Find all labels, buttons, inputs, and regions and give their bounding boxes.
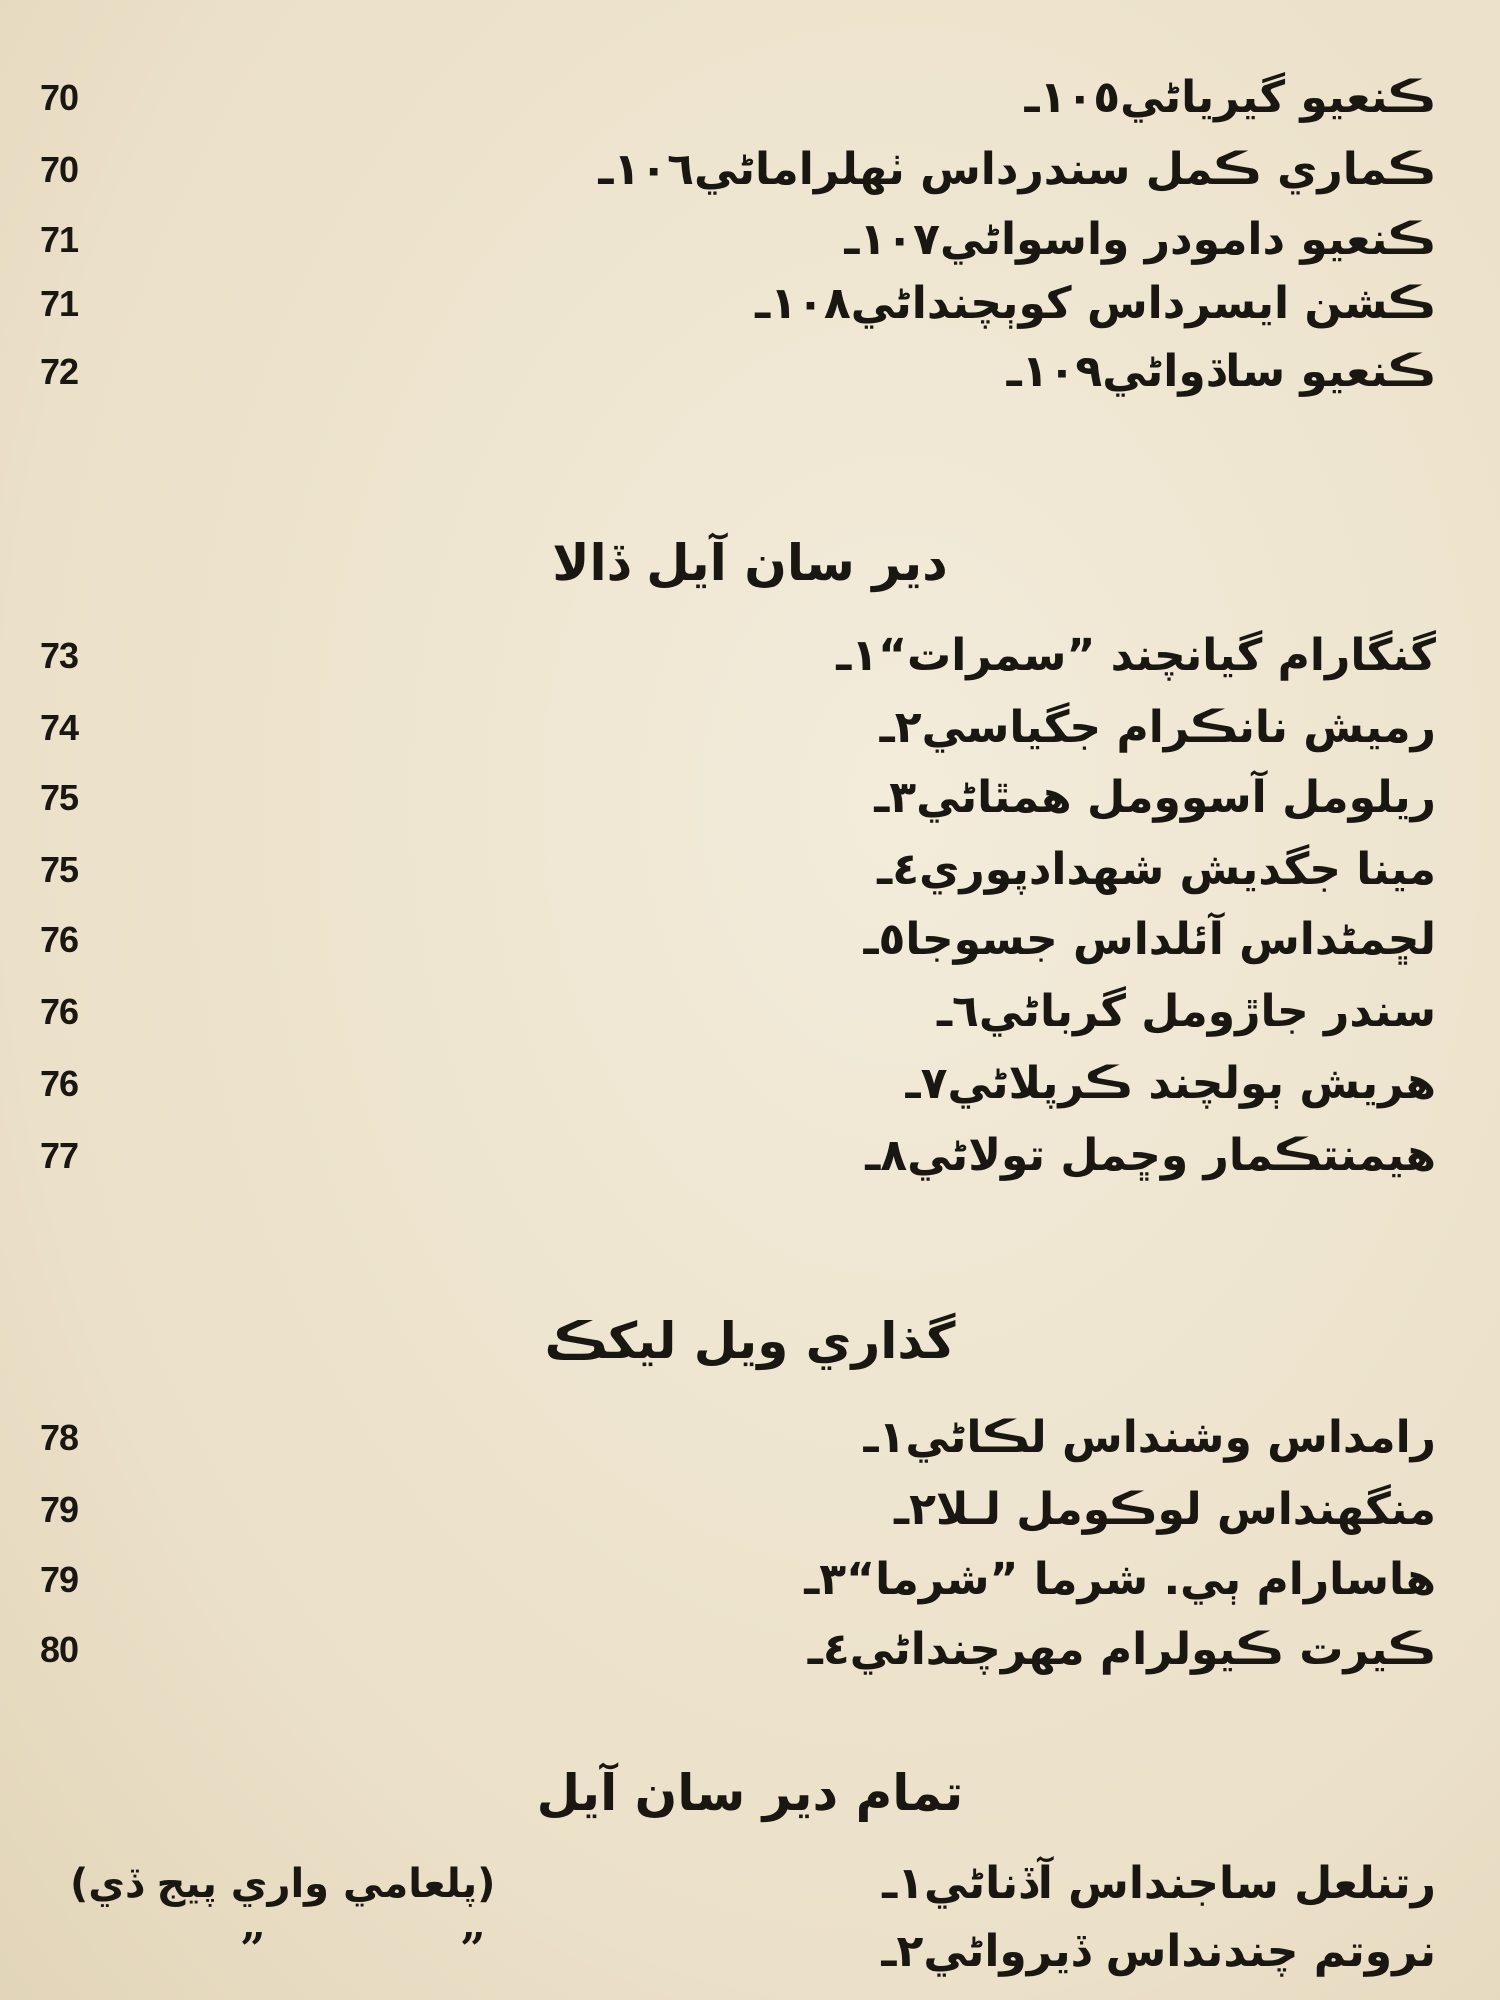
toc-entry — [40, 980, 1460, 1044]
page-number: 70 — [40, 77, 79, 118]
entry-number: ٣ـ — [804, 1554, 847, 1605]
toc-entry — [40, 208, 1460, 272]
toc-entry — [40, 1052, 1460, 1116]
page-number: 79 — [40, 1489, 79, 1530]
entry-number: ٢ـ — [881, 1926, 924, 1977]
entry-number: ٦ـ — [937, 986, 979, 1037]
entry-name: ڪنعيو گيرياڻي — [1120, 72, 1436, 123]
section-heading: تمام دير سان آيل — [536, 1764, 964, 1822]
entry-number: ١٠٨ـ — [755, 278, 851, 329]
page-number: 76 — [40, 919, 79, 960]
entry-number: ١٠٧ـ — [844, 214, 940, 265]
entry-name: ڪنعيو دامودر واسواڻي — [939, 214, 1436, 265]
entry-name: منگھنداس لوڪومل لـلا — [935, 1484, 1436, 1535]
toc-entry — [40, 272, 1460, 336]
entry-number: ٧ـ — [905, 1058, 948, 1109]
toc-entry — [40, 1852, 1460, 1916]
page-number: 76 — [40, 1063, 79, 1104]
toc-entry — [40, 1124, 1460, 1188]
toc-entry — [40, 766, 1460, 830]
section-heading: دير سان آيل ڏالا — [552, 534, 948, 592]
page-number: 72 — [40, 351, 79, 392]
page-number: 70 — [40, 149, 79, 190]
entry-name: نروتم چندنداس ڏيرواڻي — [923, 1926, 1436, 1977]
toc-entry — [40, 1548, 1460, 1612]
page-number: 76 — [40, 991, 79, 1032]
entry-name: رامداس وشنداس لڪاڻي — [905, 1412, 1436, 1463]
page-number: 78 — [40, 1417, 79, 1458]
entry-name: هريش ٻولچند ڪرپلاڻي — [947, 1058, 1436, 1109]
entry-name: هيمنتڪمار وڇمل تولاڻي — [907, 1130, 1436, 1181]
entry-name: ريلومل آسوومل همٿاڻي — [916, 772, 1436, 823]
toc-entry — [40, 696, 1460, 760]
entry-number: ٢ـ — [894, 1484, 936, 1535]
toc-entry — [40, 838, 1460, 902]
page-number: 79 — [40, 1559, 79, 1600]
entry-number: ١ـ — [863, 1412, 906, 1463]
entry-name: گنگارام گيانچند ”سمرات“ — [878, 630, 1436, 681]
entry-name: رميش نانڪرام جگياسي — [921, 702, 1436, 753]
toc-entry — [40, 1618, 1460, 1682]
page-number: 71 — [40, 219, 79, 260]
entry-name: ڪشن ايسرداس کوٻچنداڻي — [850, 278, 1436, 329]
toc-entry — [40, 1406, 1460, 1470]
entry-note: (پلعامي واري پيج ڏي) — [70, 1861, 496, 1907]
entry-number: ٨ـ — [865, 1130, 908, 1181]
entry-name: هاسارام ٻي. شرما ”شرما“ — [846, 1554, 1436, 1605]
entry-number: ١٠٦ـ — [598, 144, 694, 195]
toc-entry — [40, 66, 1460, 130]
entry-number: ٥ـ — [863, 914, 906, 965]
toc-entry — [40, 1920, 1460, 1984]
ditto-mark: ” — [240, 1924, 266, 1975]
entry-name: مينا جگديش شهدادپوري — [919, 844, 1436, 895]
entry-number: ٤ـ — [877, 844, 920, 895]
entry-name: ڪيرت ڪيولرام مهرچنداڻي — [849, 1624, 1436, 1675]
page-number: 75 — [40, 777, 79, 818]
page-number: 74 — [40, 707, 79, 748]
toc-entry — [40, 908, 1460, 972]
entry-number: ٢ـ — [879, 702, 922, 753]
entry-number: ١ـ — [836, 630, 879, 681]
entry-number: ٣ـ — [874, 772, 917, 823]
ditto-mark: ” — [460, 1924, 486, 1975]
section-heading: گذاري ويل ليکڪ — [544, 1312, 956, 1370]
entry-name: رتنلعل ساجنداس آڏناڻي — [924, 1858, 1436, 1909]
entry-number: ١٠٩ـ — [1006, 346, 1103, 397]
entry-name: سندر جاڙومل گرباڻي — [978, 986, 1436, 1037]
page-number: 77 — [40, 1135, 79, 1176]
entry-number: ٤ـ — [807, 1624, 850, 1675]
page-number: 73 — [40, 635, 79, 676]
toc-entry — [40, 138, 1460, 202]
toc-entry — [40, 340, 1460, 404]
entry-number: ١٠٥ـ — [1024, 72, 1121, 123]
toc-entry — [40, 624, 1460, 688]
entry-number: ١ـ — [882, 1858, 925, 1909]
entry-name: ڪماري ڪمل سندرداس ٺهلراماڻي — [693, 144, 1436, 195]
page-number: 80 — [40, 1629, 79, 1670]
page-number: 75 — [40, 849, 79, 890]
toc-entry — [40, 1478, 1460, 1542]
entry-name: لڇمڻداس آئلداس جسوجا — [905, 914, 1436, 965]
entry-name: ڪنعيو ساڌواڻي — [1102, 346, 1436, 397]
page-number: 71 — [40, 283, 79, 324]
